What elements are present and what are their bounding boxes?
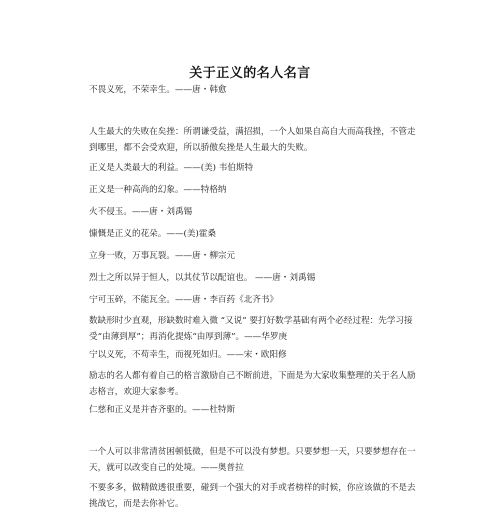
- quote-paragraph: 烈士之所以异于恒人，以其仗节以配谊也。 ——唐・刘禹锡: [89, 273, 316, 283]
- motivation-paragraph: 励志的名人都有着自己的格言激励自己不断前进，下面是为大家收集整理的关于名人励志格言，欢迎大家参考。: [89, 371, 416, 397]
- quote-paragraph: 宁可玉碎，不能瓦全。——唐・李百药《北齐书》: [89, 295, 279, 305]
- quote-paragraph: 立身一败，万事瓦裂。——唐・柳宗元: [89, 251, 236, 261]
- quote-paragraph: 不畏义死，不荣幸生。——唐・韩愈: [89, 85, 227, 95]
- quote-paragraph: 慷慨是正义的花朵。——(美)霍桑: [89, 229, 217, 239]
- quote-paragraph: 仁慈和正义是并杳齐驱的。——杜特斯: [89, 405, 236, 415]
- quote-paragraph: 正义是一种高尚的幻象。——特格纳: [89, 185, 227, 195]
- advice-paragraph: 不要多多，做精做透很重要，碰到一个强大的对手或者榜样的时候，你应该做的不是去挑战它，而是去你补它。: [89, 483, 416, 509]
- intro-paragraph: 人生最大的失败在矣挫：所谓谦受益，满招损，一个人如果自高自大而高我挫，不管走到哪里，都不会受欢迎，所以骄傲矣挫是人生最大的失败。: [89, 127, 416, 153]
- quote-paragraph: 火不侵玉。——唐・刘禹锡: [89, 207, 193, 217]
- dream-quote-paragraph: 一个人可以非常清贫困顿低微，但是不可以没有梦想。只要梦想一天，只要梦想存在一天，就可以改变自己的处境。——奥普拉: [89, 447, 416, 473]
- document-title: 关于正义的名人名言: [189, 66, 311, 81]
- quote-paragraph: 宁以义死，不苟幸生，而视死如归。——宋・欧阳修: [89, 350, 287, 360]
- quote-paragraph: 正义是人类最大的利益。——(美) 韦伯斯特: [89, 163, 254, 173]
- math-quote-paragraph: 数缺形时少直观，形缺数时难入微 “又说” 要打好数学基础有两个必经过程：先学习接受“由薄到厚”；再消化提炼“由厚到薄”。——华罗庚: [89, 316, 413, 342]
